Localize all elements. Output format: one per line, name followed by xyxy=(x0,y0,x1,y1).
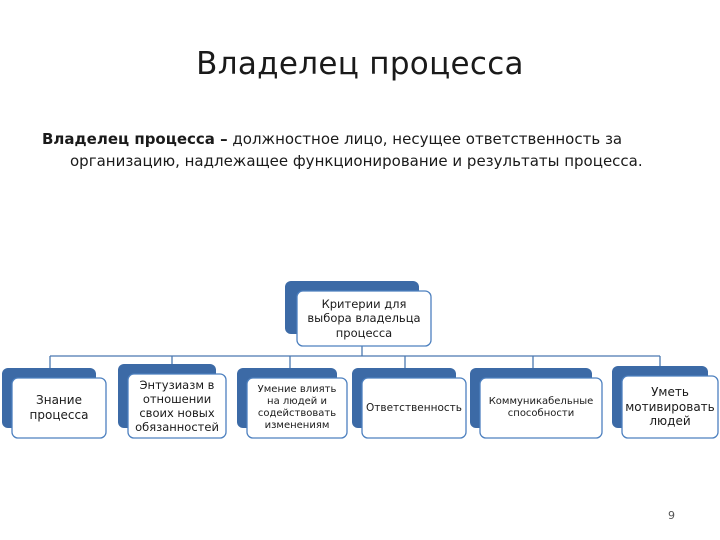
page-number: 9 xyxy=(668,509,675,522)
child-influence-label: Умение влиять на людей и содействовать изменениям xyxy=(257,383,337,432)
root-criteria-label: Критерии для выбора владельца процесса xyxy=(307,297,421,340)
definition-line1: должностное лицо, несущее ответственность за xyxy=(227,130,623,148)
child-responsibility-label: Ответственность xyxy=(366,401,462,414)
child-enthusiasm-label: Энтузиазм в отношении своих новых обязанностей xyxy=(135,377,219,435)
child-communication-label: Коммуникабельные способности xyxy=(488,395,594,419)
definition-term: Владелец процесса – xyxy=(42,130,228,148)
definition-line2: организацию, надлежащее функционирование и результаты процесса. xyxy=(70,152,643,170)
child-motivation-label: Уметь мотивировать людей xyxy=(625,385,715,429)
child-knowledge-label: Знание процесса xyxy=(29,393,89,422)
slide-title: Владелец процесса xyxy=(196,46,524,82)
